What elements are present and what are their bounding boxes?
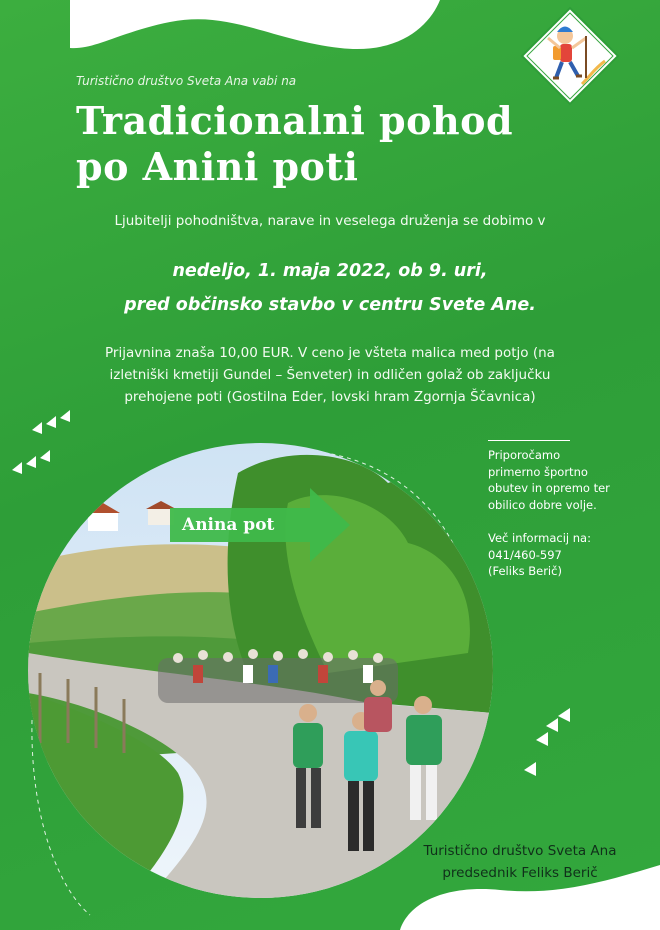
organizer-name: Turistično društvo Sveta Ana	[423, 843, 617, 859]
recommendation-text	[488, 447, 648, 513]
event-title	[76, 98, 513, 190]
title-line-1: Tradicionalni pohod	[76, 98, 514, 143]
sidebar-divider	[488, 440, 570, 441]
anina-pot-sign: Anina pot	[182, 515, 275, 535]
recommend-line-3: obutev in opremo ter	[488, 481, 610, 495]
phone-number: 041/460-597	[488, 547, 562, 562]
fee-line-2: izletniški kmetiji Gundel – Šenveter) in odličen golaž ob zaključku	[109, 367, 551, 383]
title-line-2: po Anini poti	[76, 144, 359, 189]
recommend-line-2: primerno športno	[488, 464, 588, 479]
contact-person: (Feliks Berič)	[488, 564, 562, 578]
event-place: pred občinsko stavbo v centru Svete Ane.	[124, 295, 536, 315]
fee-line-3: prehojene poti (Gostilna Eder, lovski hram Zgornja Ščavnica)	[124, 389, 536, 405]
sidebar-info	[488, 440, 648, 597]
lead-text: Ljubitelji pohodništva, narave in veselega druženja se dobimo v	[114, 213, 546, 229]
triangle-arrows-left-icon	[12, 410, 76, 474]
recommend-line-4: obilico dobre volje.	[488, 497, 597, 512]
event-date: nedeljo, 1. maja 2022, ob 9. uri,	[172, 261, 488, 281]
fee-info	[60, 342, 600, 408]
intro-text: Turistično društvo Sveta Ana vabi na	[76, 74, 297, 88]
event-when-where	[0, 254, 660, 322]
organizer-footer	[390, 840, 650, 884]
contact-info	[488, 530, 648, 580]
triangle-arrows-right-icon	[524, 706, 582, 776]
fee-line-1: Prijavnina znaša 10,00 EUR. V ceno je všteta malica med potjo (na	[105, 345, 555, 361]
recommend-line-1: Priporočamo	[488, 448, 561, 462]
president-name: predsednik Feliks Berič	[442, 865, 598, 881]
hiker-logo-icon	[520, 6, 620, 106]
more-info-label: Več informacij na:	[488, 531, 591, 545]
